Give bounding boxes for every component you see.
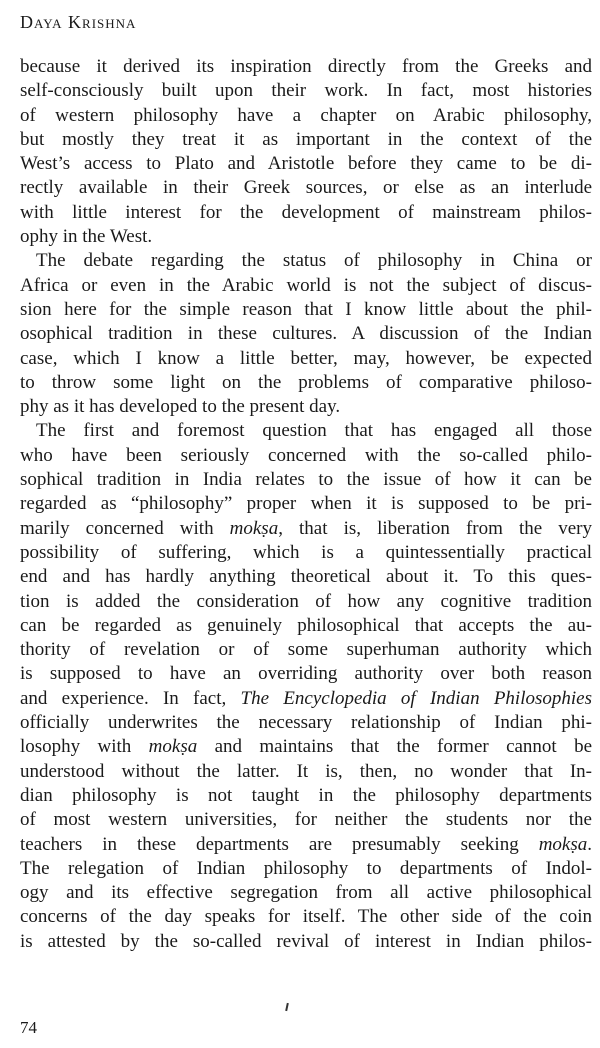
text-line: but mostly they treat it as important in the context of the [20, 128, 592, 150]
text-line [20, 833, 592, 857]
text-line [20, 517, 592, 541]
text-line: end and has hardly anything theoretical about it. To this ques- [20, 566, 592, 588]
text-line: of western philosophy have a chapter on Arabic philosophy, [20, 104, 592, 126]
text-line: can be regarded as genuinely philosophical that accepts the au- [20, 614, 592, 636]
text-line: who have been seriously concerned with the so-called philo- [20, 444, 592, 466]
text-line: sophical tradition in India relates to the issue of how it can be [20, 469, 592, 491]
text-line: ogy and its effective segregation from all active philosophical [20, 882, 592, 904]
text-line: The relegation of Indian philosophy to departments of Indol- [20, 857, 592, 879]
text-line: rectly available in their Greek sources, or else as an interlude [20, 177, 592, 199]
text-line: is attested by the so-called revival of interest in Indian philos- [20, 930, 592, 952]
text-line [20, 735, 592, 759]
text-line: Africa or even in the Arabic world is not the subject of discus- [20, 274, 592, 296]
text-line: case, which I know a little better, may, however, be expected [20, 347, 592, 369]
text-segment: marily concerned with [20, 517, 230, 539]
text-line: dian philosophy is not taught in the philosophy departments [20, 784, 592, 806]
italic-term: mokṣa [538, 833, 588, 855]
italic-term: mokṣa [229, 517, 279, 539]
text-segment: . [587, 833, 592, 855]
text-line: possibility of suffering, which is a quintessentially practical [20, 541, 592, 563]
text-line: understood without the latter. It is, then, no wonder that In- [20, 760, 592, 782]
text-segment: and experience. In fact, [20, 687, 241, 709]
body-text [20, 55, 592, 954]
italic-term: mokṣa [148, 736, 198, 758]
running-head: Daya Krishna [20, 12, 137, 32]
text-line: West’s access to Plato and Aristotle before they came to be di- [20, 153, 592, 175]
text-line: self-consciously built upon their work. In fact, most histories [20, 80, 592, 102]
text-line: with little interest for the development of mainstream philos- [20, 201, 592, 223]
text-line: phy as it has developed to the present day. [20, 396, 341, 418]
text-line: to throw some light on the problems of comparative philoso- [20, 371, 592, 393]
text-line: The first and foremost question that has engaged all those [36, 420, 592, 442]
text-line: The debate regarding the status of philosophy in China or [36, 250, 592, 272]
text-line: of most western universities, for neither the students nor the [20, 809, 592, 831]
text-segment: teachers in these departments are presumably seeking [20, 833, 539, 855]
stray-ink-mark [285, 1003, 289, 1011]
text-line: osophical tradition in these cultures. A discussion of the Indian [20, 323, 592, 345]
text-line: sion here for the simple reason that I know little about the phil- [20, 298, 592, 320]
italic-title: The Encyclopedia of Indian Philosophies [240, 687, 592, 709]
text-line: because it derived its inspiration directly from the Greeks and [20, 56, 592, 77]
text-line [20, 687, 592, 711]
text-segment: losophy with [20, 736, 149, 758]
text-line: is supposed to have an overriding authority over both reason [20, 663, 592, 685]
text-segment: and maintains that the former cannot be [197, 736, 592, 758]
text-line: thority of revelation or of some superhuman authority which [20, 639, 592, 661]
text-line: ophy in the West. [20, 226, 153, 248]
text-segment: , that is, liberation from the very [278, 517, 592, 539]
page-number: 74 [20, 1018, 37, 1037]
text-line: concerns of the day speaks for itself. The other side of the coin [20, 906, 592, 928]
text-line: regarded as “philosophy” proper when it is supposed to be pri- [20, 493, 592, 515]
text-line: officially underwrites the necessary relationship of Indian phi- [20, 712, 592, 734]
text-line: tion is added the consideration of how any cognitive tradition [20, 590, 592, 612]
